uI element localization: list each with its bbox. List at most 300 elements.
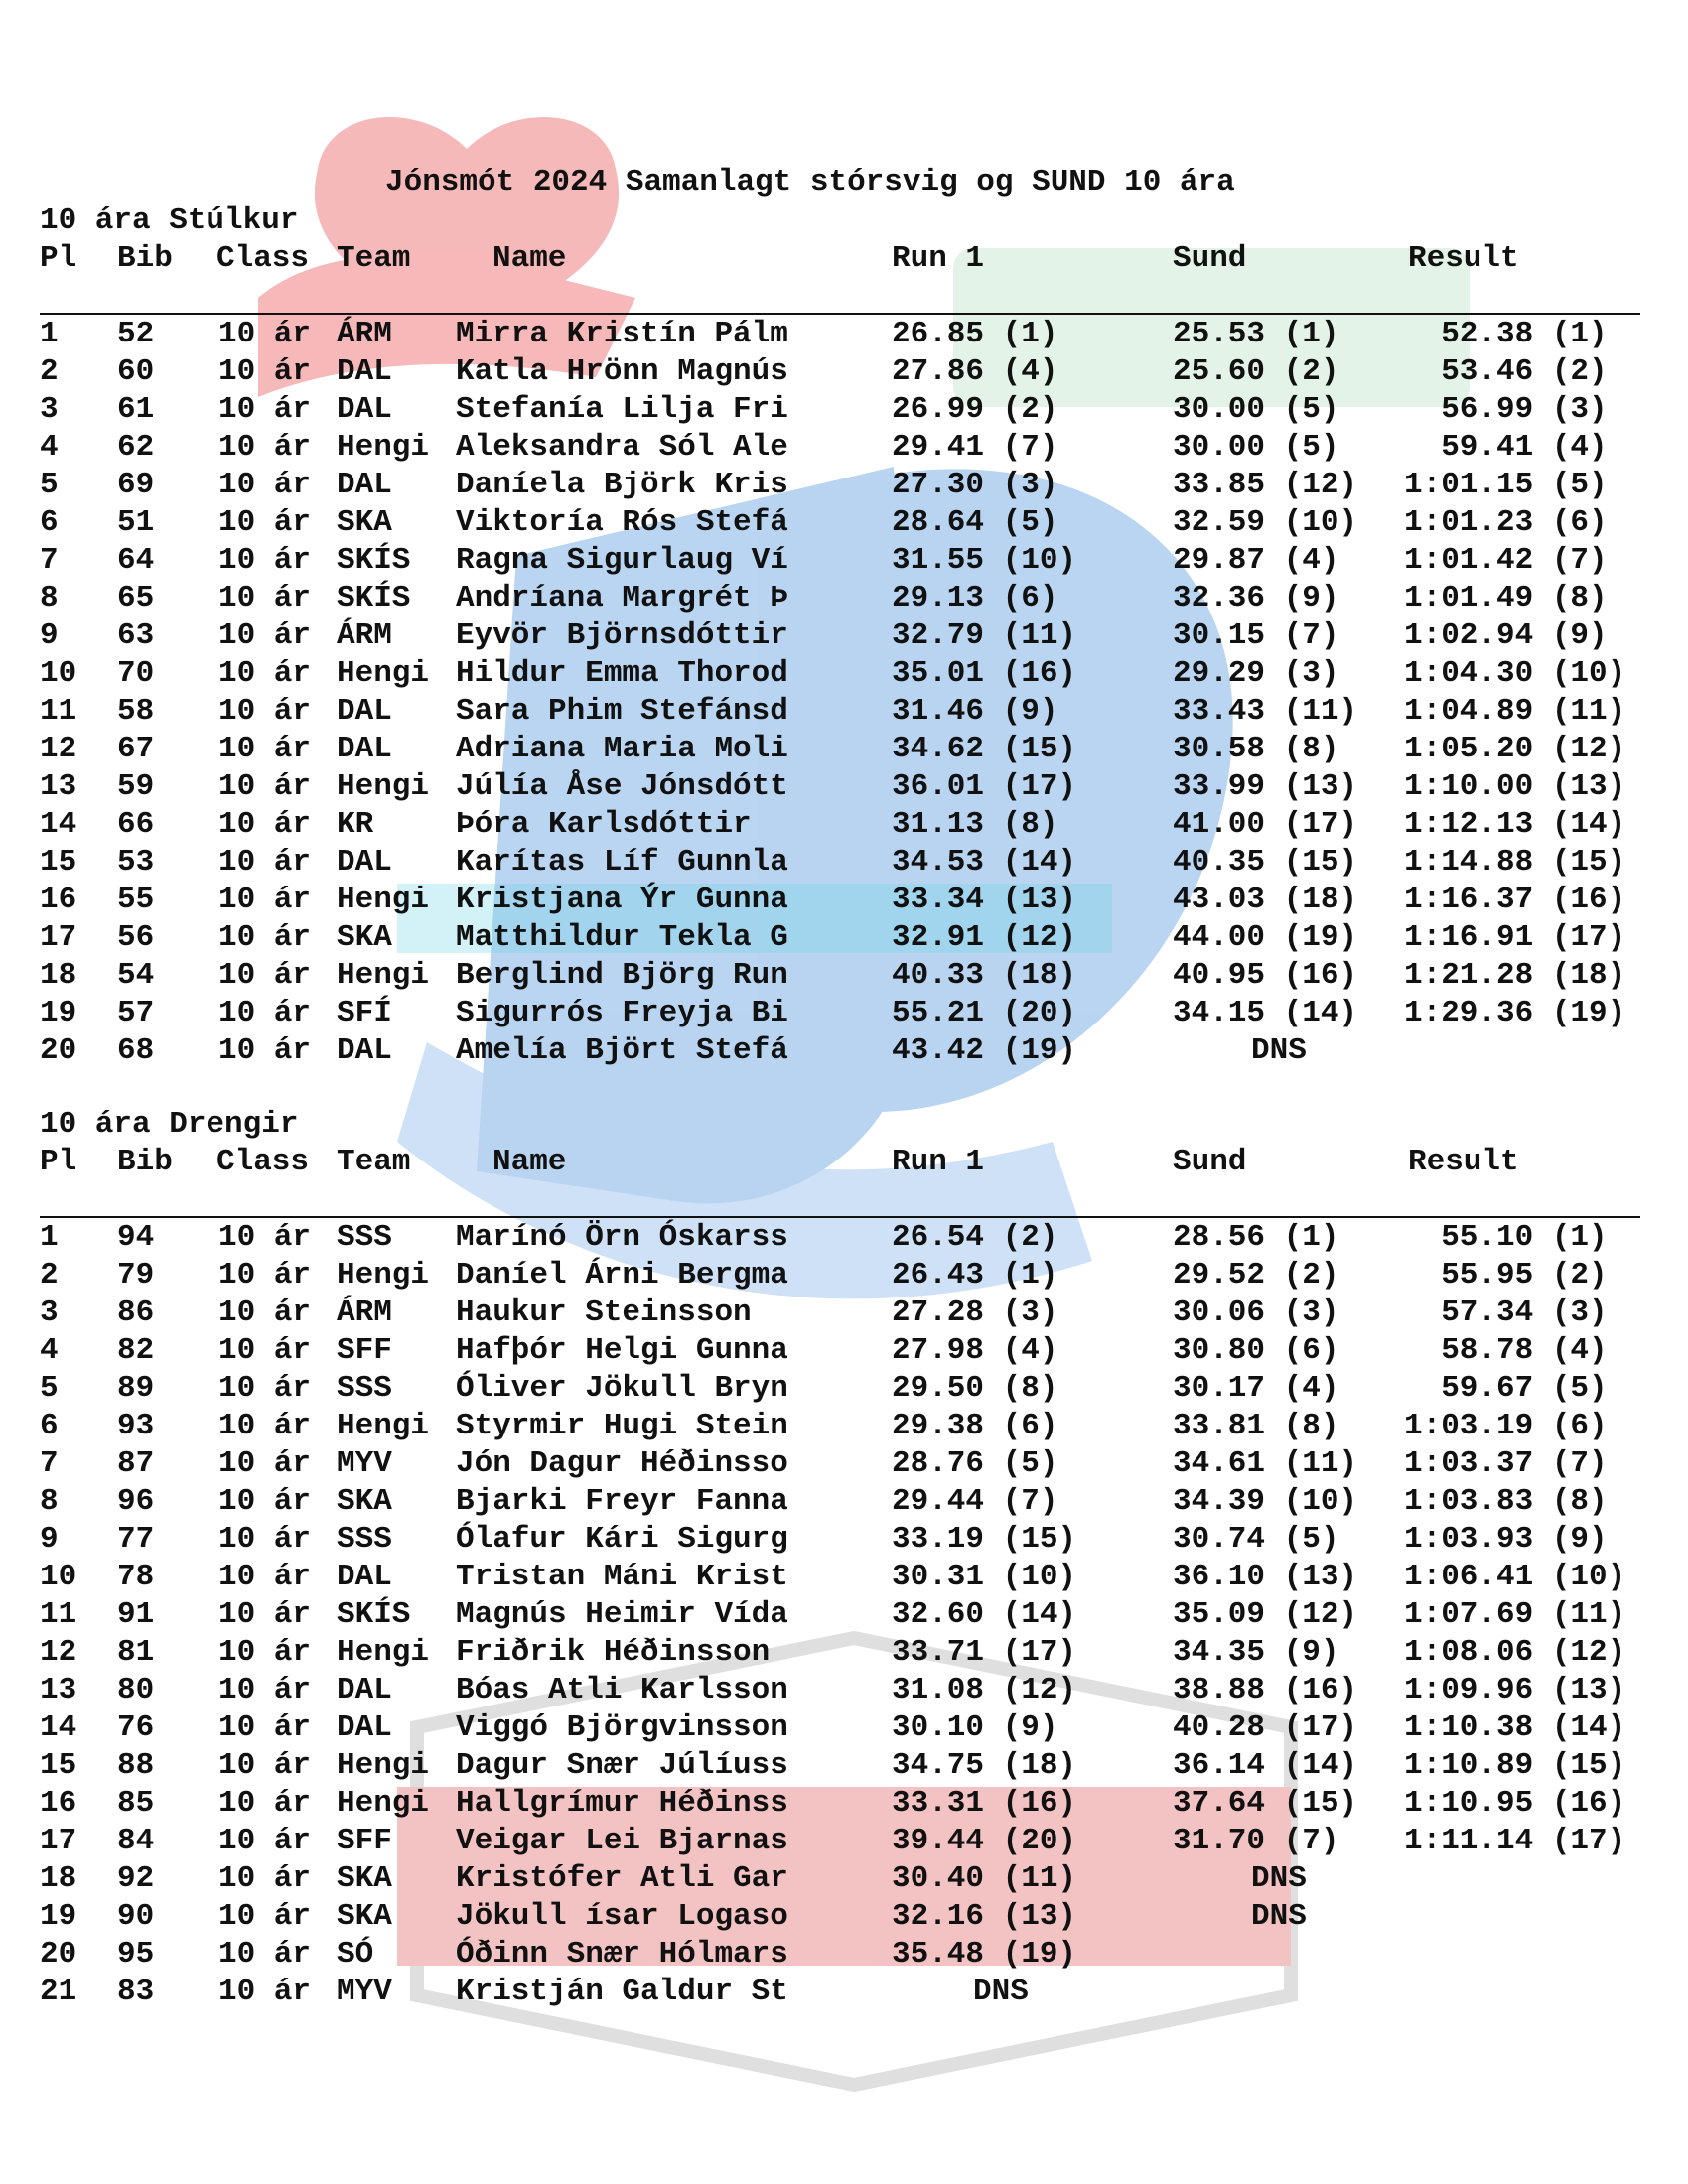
cell-class: 10 ár [218,1899,312,1934]
cell-result: 53.46 (2) [1404,354,1608,389]
cell-result: 1:16.91 (17) [1404,920,1626,955]
cell-place: 4 [40,430,59,465]
cell-team: Hengi [337,883,430,917]
cell-result: 1:08.06 (12) [1404,1635,1626,1670]
column-header-sund: Sund [1173,241,1247,276]
cell-class: 10 ár [218,807,312,842]
cell-bib: 70 [117,656,155,691]
cell-bib: 69 [117,468,155,502]
cell-class: 10 ár [218,1371,312,1406]
cell-bib: 78 [117,1560,155,1594]
cell-team: SKA [337,1484,392,1519]
cell-result: 1:21.28 (18) [1404,958,1626,993]
cell-place: 10 [40,1560,77,1594]
cell-team: DAL [337,1560,392,1594]
cell-class: 10 ár [218,1824,312,1858]
cell-team: ÁRM [337,618,392,653]
cell-result: 1:01.49 (8) [1404,581,1608,615]
column-header-name: Name [492,241,567,276]
cell-name: Daníela Björk Kris [456,468,788,502]
cell-result: 1:03.37 (7) [1404,1446,1608,1481]
cell-sund: 30.00 (5) [1173,392,1339,427]
cell-class: 10 ár [218,354,312,389]
cell-name: Ólafur Kári Sigurg [456,1522,788,1557]
cell-bib: 88 [117,1748,155,1783]
cell-bib: 86 [117,1296,155,1330]
cell-run: 32.60 (14) [892,1597,1077,1632]
cell-bib: 85 [117,1786,155,1821]
page-title: Jónsmót 2024 Samanlagt stórsvig og SUND 10 ára [385,165,1235,200]
cell-run: 26.99 (2) [892,392,1058,427]
cell-team: SSS [337,1220,392,1255]
cell-name: Ragna Sigurlaug Ví [456,543,788,578]
cell-class: 10 ár [218,581,312,615]
cell-result: 1:04.89 (11) [1404,694,1626,729]
cell-place: 19 [40,1899,77,1934]
cell-place: 3 [40,1296,59,1330]
cell-sund: 30.00 (5) [1173,430,1339,465]
cell-team: SKÍS [337,543,411,578]
cell-result: 1:03.19 (6) [1404,1409,1608,1443]
cell-result: 1:12.13 (14) [1404,807,1626,842]
cell-run: 28.76 (5) [892,1446,1058,1481]
cell-run: 29.44 (7) [892,1484,1058,1519]
cell-result: 55.95 (2) [1404,1258,1608,1293]
cell-name: Jón Dagur Héðinsso [456,1446,788,1481]
cell-sund: 32.59 (10) [1173,505,1358,540]
section-label: 10 ára Stúlkur [40,204,299,238]
cell-result: 1:10.89 (15) [1404,1748,1626,1783]
cell-bib: 87 [117,1446,155,1481]
cell-bib: 80 [117,1673,155,1707]
cell-team: SKA [337,1899,392,1934]
cell-class: 10 ár [218,694,312,729]
cell-place: 8 [40,581,59,615]
cell-name: Dagur Snær Júlíuss [456,1748,788,1783]
cell-result: 1:05.20 (12) [1404,732,1626,766]
cell-place: 20 [40,1937,77,1972]
cell-result: 1:01.42 (7) [1404,543,1608,578]
cell-sund: 33.85 (12) [1173,468,1358,502]
cell-team: Hengi [337,656,430,691]
cell-result: 1:10.00 (13) [1404,769,1626,804]
cell-run: 55.21 (20) [892,996,1077,1030]
cell-team: MYV [337,1975,392,2009]
cell-result: 1:02.94 (9) [1404,618,1608,653]
cell-team: DAL [337,468,392,502]
cell-team: SKA [337,505,392,540]
cell-sund: 37.64 (15) [1173,1786,1358,1821]
cell-place: 15 [40,845,77,880]
column-header-sund: Sund [1173,1145,1247,1179]
cell-place: 11 [40,1597,77,1632]
column-header-name: Name [492,1145,567,1179]
cell-place: 2 [40,1258,59,1293]
cell-place: 9 [40,618,59,653]
cell-class: 10 ár [218,392,312,427]
cell-team: Hengi [337,430,430,465]
column-header-run: Run 1 [892,1145,985,1179]
cell-run: 31.46 (9) [892,694,1058,729]
cell-team: DAL [337,1673,392,1707]
cell-bib: 61 [117,392,155,427]
cell-run: 36.01 (17) [892,769,1077,804]
cell-name: Berglind Björg Run [456,958,788,993]
cell-sund: 33.99 (13) [1173,769,1358,804]
cell-class: 10 ár [218,656,312,691]
cell-bib: 68 [117,1033,155,1068]
cell-result: 1:29.36 (19) [1404,996,1626,1030]
cell-bib: 89 [117,1371,155,1406]
cell-sund: 34.39 (10) [1173,1484,1358,1519]
cell-sund: 40.95 (16) [1173,958,1358,993]
cell-bib: 82 [117,1333,155,1368]
cell-name: Kristján Galdur St [456,1975,788,2009]
cell-bib: 79 [117,1258,155,1293]
cell-name: Eyvör Björnsdóttir [456,618,788,653]
cell-class: 10 ár [218,468,312,502]
column-header-class: Class [216,241,310,276]
cell-place: 16 [40,1786,77,1821]
cell-name: Jökull ísar Logaso [456,1899,788,1934]
cell-run: 31.13 (8) [892,807,1058,842]
cell-run: 40.33 (18) [892,958,1077,993]
cell-bib: 77 [117,1522,155,1557]
cell-run: 29.41 (7) [892,430,1058,465]
cell-class: 10 ár [218,1861,312,1896]
cell-name: Marínó Örn Óskarss [456,1220,788,1255]
cell-run: 27.98 (4) [892,1333,1058,1368]
cell-name: Sara Phim Stefánsd [456,694,788,729]
cell-team: DAL [337,732,392,766]
cell-run: 27.28 (3) [892,1296,1058,1330]
cell-name: Veigar Lei Bjarnas [456,1824,788,1858]
cell-name: Sigurrós Freyja Bi [456,996,788,1030]
column-header-pl: Pl [40,241,77,276]
cell-class: 10 ár [218,1673,312,1707]
cell-class: 10 ár [218,1597,312,1632]
cell-name: Tristan Máni Krist [456,1560,788,1594]
cell-team: DAL [337,694,392,729]
cell-sund: 32.36 (9) [1173,581,1339,615]
cell-result: 55.10 (1) [1404,1220,1608,1255]
cell-team: Hengi [337,958,430,993]
cell-place: 10 [40,656,77,691]
cell-team: SÓ [337,1937,374,1972]
column-header-bib: Bib [117,1145,173,1179]
cell-sund: DNS [1251,1899,1307,1934]
cell-result: 58.78 (4) [1404,1333,1608,1368]
cell-name: Magnús Heimir Vída [456,1597,788,1632]
cell-team: SKA [337,920,392,955]
column-header-result: Result [1408,241,1519,276]
cell-place: 14 [40,1710,77,1745]
cell-place: 3 [40,392,59,427]
cell-sund: 34.15 (14) [1173,996,1358,1030]
cell-sund: 25.60 (2) [1173,354,1339,389]
cell-name: Viktoría Rós Stefá [456,505,788,540]
column-header-team: Team [337,1145,411,1179]
cell-class: 10 ár [218,1296,312,1330]
cell-name: Matthildur Tekla G [456,920,788,955]
cell-class: 10 ár [218,1409,312,1443]
cell-run: 33.31 (16) [892,1786,1077,1821]
cell-team: Hengi [337,1786,430,1821]
cell-name: Bóas Atli Karlsson [456,1673,788,1707]
cell-bib: 81 [117,1635,155,1670]
cell-sund: 40.35 (15) [1173,845,1358,880]
cell-class: 10 ár [218,430,312,465]
cell-bib: 60 [117,354,155,389]
cell-bib: 90 [117,1899,155,1934]
cell-run: 33.19 (15) [892,1522,1077,1557]
cell-team: Hengi [337,1258,430,1293]
cell-result: 1:10.95 (16) [1404,1786,1626,1821]
cell-run: 26.54 (2) [892,1220,1058,1255]
cell-name: Andríana Margrét Þ [456,581,788,615]
cell-class: 10 ár [218,845,312,880]
cell-sund: 29.29 (3) [1173,656,1339,691]
cell-place: 20 [40,1033,77,1068]
cell-bib: 93 [117,1409,155,1443]
cell-name: Friðrik Héðinsson [456,1635,771,1670]
cell-run: 29.50 (8) [892,1371,1058,1406]
cell-run: 29.13 (6) [892,581,1058,615]
cell-place: 2 [40,354,59,389]
cell-class: 10 ár [218,1635,312,1670]
cell-bib: 54 [117,958,155,993]
cell-team: Hengi [337,1748,430,1783]
cell-sund: 33.43 (11) [1173,694,1358,729]
cell-place: 18 [40,958,77,993]
cell-sund: 40.28 (17) [1173,1710,1358,1745]
cell-run: 31.55 (10) [892,543,1077,578]
cell-class: 10 ár [218,1560,312,1594]
cell-sund: DNS [1251,1861,1307,1896]
cell-name: Amelía Björt Stefá [456,1033,788,1068]
cell-class: 10 ár [218,958,312,993]
cell-place: 11 [40,694,77,729]
cell-team: MYV [337,1446,392,1481]
cell-class: 10 ár [218,505,312,540]
cell-team: Hengi [337,1409,430,1443]
cell-team: SKÍS [337,1597,411,1632]
cell-result: 59.67 (5) [1404,1371,1608,1406]
cell-class: 10 ár [218,1748,312,1783]
cell-bib: 92 [117,1861,155,1896]
cell-team: DAL [337,845,392,880]
cell-run: 32.79 (11) [892,618,1077,653]
cell-team: SFF [337,1824,392,1858]
cell-bib: 94 [117,1220,155,1255]
cell-team: Hengi [337,1635,430,1670]
cell-run: 27.86 (4) [892,354,1058,389]
cell-team: DAL [337,354,392,389]
cell-result: 59.41 (4) [1404,430,1608,465]
cell-run: 29.38 (6) [892,1409,1058,1443]
cell-team: Hengi [337,769,430,804]
cell-name: Bjarki Freyr Fanna [456,1484,788,1519]
cell-sund: 41.00 (17) [1173,807,1358,842]
cell-result: 56.99 (3) [1404,392,1608,427]
cell-class: 10 ár [218,1975,312,2009]
cell-name: Katla Hrönn Magnús [456,354,788,389]
cell-team: ÁRM [337,317,392,351]
cell-place: 21 [40,1975,77,2009]
cell-place: 8 [40,1484,59,1519]
cell-result: 1:16.37 (16) [1404,883,1626,917]
cell-name: Hallgrímur Héðinss [456,1786,788,1821]
cell-name: Haukur Steinsson [456,1296,752,1330]
cell-run: 34.53 (14) [892,845,1077,880]
cell-run: 32.16 (13) [892,1899,1077,1934]
cell-class: 10 ár [218,769,312,804]
cell-class: 10 ár [218,1484,312,1519]
cell-result: 57.34 (3) [1404,1296,1608,1330]
column-header-pl: Pl [40,1145,77,1179]
cell-class: 10 ár [218,1937,312,1972]
cell-sund: 36.10 (13) [1173,1560,1358,1594]
cell-team: DAL [337,1033,392,1068]
cell-result: 1:11.14 (17) [1404,1824,1626,1858]
cell-bib: 57 [117,996,155,1030]
cell-result: 1:01.15 (5) [1404,468,1608,502]
cell-place: 6 [40,505,59,540]
cell-name: Mirra Kristín Pálm [456,317,788,351]
cell-sund: 30.06 (3) [1173,1296,1339,1330]
cell-class: 10 ár [218,996,312,1030]
cell-result: 1:07.69 (11) [1404,1597,1626,1632]
cell-sund: 34.35 (9) [1173,1635,1339,1670]
cell-bib: 66 [117,807,155,842]
cell-team: SFÍ [337,996,392,1030]
cell-name: Viggó Björgvinsson [456,1710,788,1745]
cell-run: 43.42 (19) [892,1033,1077,1068]
cell-result: 1:09.96 (13) [1404,1673,1626,1707]
cell-class: 10 ár [218,1333,312,1368]
cell-result: 52.38 (1) [1404,317,1608,351]
cell-place: 19 [40,996,77,1030]
cell-bib: 96 [117,1484,155,1519]
cell-sund: DNS [1251,1033,1307,1068]
cell-class: 10 ár [218,883,312,917]
cell-sund: 30.15 (7) [1173,618,1339,653]
cell-place: 7 [40,1446,59,1481]
cell-team: SSS [337,1522,392,1557]
cell-place: 17 [40,920,77,955]
cell-name: Óliver Jökull Bryn [456,1371,788,1406]
cell-team: SFF [337,1333,392,1368]
cell-class: 10 ár [218,1220,312,1255]
cell-result: 1:01.23 (6) [1404,505,1608,540]
cell-result: 1:14.88 (15) [1404,845,1626,880]
cell-sund: 33.81 (8) [1173,1409,1339,1443]
cell-bib: 84 [117,1824,155,1858]
cell-bib: 53 [117,845,155,880]
cell-place: 12 [40,732,77,766]
cell-place: 6 [40,1409,59,1443]
cell-bib: 63 [117,618,155,653]
cell-team: KR [337,807,374,842]
cell-class: 10 ár [218,732,312,766]
cell-run: 30.31 (10) [892,1560,1077,1594]
cell-team: SKA [337,1861,392,1896]
cell-name: Adriana Maria Moli [456,732,788,766]
cell-class: 10 ár [218,543,312,578]
cell-sund: 25.53 (1) [1173,317,1339,351]
cell-place: 1 [40,317,59,351]
cell-sund: 44.00 (19) [1173,920,1358,955]
cell-class: 10 ár [218,1446,312,1481]
cell-sund: 34.61 (11) [1173,1446,1358,1481]
header-divider [40,313,1640,315]
cell-run: 39.44 (20) [892,1824,1077,1858]
cell-run: 35.01 (16) [892,656,1077,691]
cell-sund: 38.88 (16) [1173,1673,1358,1707]
cell-bib: 62 [117,430,155,465]
cell-place: 16 [40,883,77,917]
cell-place: 13 [40,1673,77,1707]
cell-sund: 28.56 (1) [1173,1220,1339,1255]
cell-place: 14 [40,807,77,842]
column-header-class: Class [216,1145,310,1179]
cell-place: 13 [40,769,77,804]
cell-bib: 67 [117,732,155,766]
cell-bib: 64 [117,543,155,578]
cell-name: Aleksandra Sól Ale [456,430,788,465]
cell-name: Kristófer Atli Gar [456,1861,788,1896]
cell-name: Hildur Emma Thorod [456,656,788,691]
cell-class: 10 ár [218,1710,312,1745]
cell-result: 1:10.38 (14) [1404,1710,1626,1745]
cell-class: 10 ár [218,1522,312,1557]
cell-result: 1:06.41 (10) [1404,1560,1626,1594]
cell-result: 1:03.83 (8) [1404,1484,1608,1519]
cell-class: 10 ár [218,1786,312,1821]
cell-run: 27.30 (3) [892,468,1058,502]
cell-bib: 55 [117,883,155,917]
cell-sund: 30.74 (5) [1173,1522,1339,1557]
column-header-result: Result [1408,1145,1519,1179]
cell-bib: 59 [117,769,155,804]
cell-place: 18 [40,1861,77,1896]
cell-class: 10 ár [218,1258,312,1293]
cell-bib: 91 [117,1597,155,1632]
cell-name: Styrmir Hugi Stein [456,1409,788,1443]
cell-sund: 30.80 (6) [1173,1333,1339,1368]
cell-run: 33.71 (17) [892,1635,1077,1670]
cell-class: 10 ár [218,1033,312,1068]
cell-run: 28.64 (5) [892,505,1058,540]
cell-run: 33.34 (13) [892,883,1077,917]
cell-place: 4 [40,1333,59,1368]
cell-place: 7 [40,543,59,578]
cell-team: DAL [337,1710,392,1745]
cell-run: DNS [973,1975,1029,2009]
cell-place: 5 [40,1371,59,1406]
cell-bib: 56 [117,920,155,955]
cell-bib: 83 [117,1975,155,2009]
cell-place: 15 [40,1748,77,1783]
section-label: 10 ára Drengir [40,1107,299,1142]
cell-bib: 52 [117,317,155,351]
cell-sund: 43.03 (18) [1173,883,1358,917]
cell-name: Stefanía Lilja Fri [456,392,788,427]
column-header-bib: Bib [117,241,173,276]
cell-run: 34.62 (15) [892,732,1077,766]
cell-result: 1:03.93 (9) [1404,1522,1608,1557]
cell-name: Daníel Árni Bergma [456,1258,788,1293]
